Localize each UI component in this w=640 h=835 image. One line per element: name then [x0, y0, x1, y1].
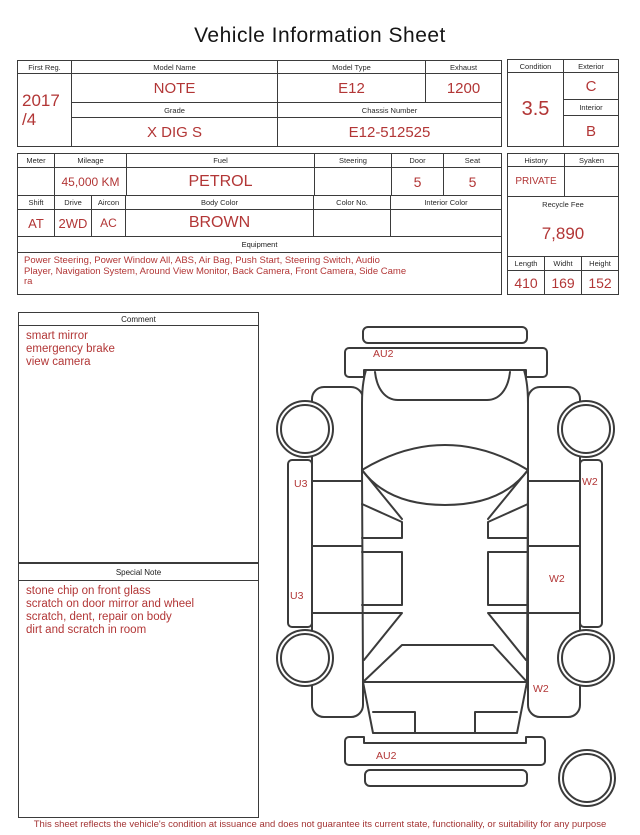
car-diagram	[260, 308, 640, 830]
model-type-label: Model Type	[278, 61, 426, 74]
chassis-number-label: Chassis Number	[278, 103, 501, 118]
comment-label: Comment	[19, 313, 258, 326]
meter-label: Meter	[18, 154, 55, 168]
damage-label-rear-bumper: AU2	[376, 750, 397, 762]
special-note-label: Special Note	[19, 564, 258, 581]
equipment-line-2: Player, Navigation System, Around View Monitor, Back Camera, Front Camera, Side Came	[24, 265, 407, 277]
color-no-label: Color No.	[314, 196, 391, 210]
grade-value: X DIG S	[72, 118, 278, 146]
first-reg-label: First Reg.	[18, 61, 72, 74]
comment-box	[18, 312, 259, 563]
spare-wheel	[559, 750, 615, 806]
recycle-fee-label: Recycle Fee	[542, 199, 584, 209]
mileage-value: 45,000 KM	[55, 168, 127, 196]
mileage-label: Mileage	[55, 154, 127, 168]
syaken-label: Syaken	[565, 154, 618, 167]
height-label: Height	[582, 257, 618, 271]
damage-label-front-bumper: AU2	[373, 348, 394, 360]
interior-value: B	[585, 122, 596, 140]
shift-label: Shift	[18, 196, 55, 210]
front-right-wheel	[558, 401, 614, 457]
interior-color-value	[391, 210, 501, 237]
width-label: Widht	[545, 257, 582, 271]
recycle-fee-value: 7,890	[508, 211, 618, 257]
first-reg-year: 2017	[22, 91, 60, 110]
exhaust-label: Exhaust	[426, 61, 501, 74]
length-value: 410	[508, 271, 545, 294]
exterior-value: C	[564, 73, 618, 100]
comment-line-3: view camera	[26, 356, 91, 368]
door-value: 5	[392, 168, 444, 196]
width-value: 169	[545, 271, 582, 294]
special-note-line-1: stone chip on front glass	[26, 585, 151, 597]
comment-text	[19, 326, 258, 373]
rear-right-wheel	[558, 630, 614, 686]
door-label: Door	[392, 154, 444, 168]
special-note-line-4: dirt and scratch in room	[26, 624, 147, 636]
vehicle-identity-table	[17, 60, 502, 147]
special-note-line-2: scratch on door mirror and wheel	[26, 598, 195, 610]
seat-value: 5	[444, 168, 501, 196]
first-reg-month: /4	[22, 110, 37, 129]
rear-strip	[365, 770, 527, 786]
meter-value	[18, 168, 55, 196]
height-value: 152	[588, 274, 612, 291]
equipment-text	[18, 253, 501, 291]
history-table	[507, 153, 619, 295]
damage-label-left-sill-upper: U3	[294, 478, 308, 490]
front-strip	[363, 327, 527, 343]
aircon-label: Aircon	[92, 196, 126, 210]
condition-value: 3.5	[508, 73, 564, 146]
drive-label: Drive	[55, 196, 92, 210]
front-left-wheel	[277, 401, 333, 457]
condition-table	[507, 59, 619, 147]
damage-label-right-sill-upper: W2	[582, 476, 598, 488]
special-note-text	[19, 581, 258, 641]
exterior-label: Exterior	[564, 60, 618, 73]
syaken-value	[565, 167, 618, 197]
model-name-label: Model Name	[72, 61, 278, 74]
comment-line-1: smart mirror	[26, 330, 88, 342]
history-label: History	[508, 154, 565, 167]
equipment-line-1: Power Steering, Power Window All, ABS, Air Bag, Push Start, Steering Switch, Audio	[24, 255, 380, 266]
steering-value	[315, 168, 392, 196]
rear-left-wheel	[277, 630, 333, 686]
model-name-value: NOTE	[72, 74, 278, 103]
color-no-value	[314, 210, 391, 237]
length-label: Length	[508, 257, 545, 271]
interior-label: Interior	[564, 100, 618, 116]
rear-bumper	[345, 737, 545, 765]
fuel-value: PETROL	[127, 168, 315, 196]
equipment-line-3: ra	[24, 276, 33, 287]
condition-label: Condition	[508, 60, 564, 73]
page-title: Vehicle Information Sheet	[194, 24, 446, 47]
special-note-line-3: scratch, dent, repair on body	[26, 611, 172, 623]
aircon-value: AC	[92, 210, 126, 237]
first-reg-value	[18, 74, 72, 146]
body-color-label: Body Color	[126, 196, 314, 210]
fuel-label: Fuel	[127, 154, 315, 168]
disclaimer-text: This sheet reflects the vehicle's condition at issuance and does not guarantee its current state, functionality, or suitability for any purpose	[33, 819, 607, 830]
damage-label-right-quarter: W2	[533, 683, 549, 695]
model-type-value: E12	[278, 74, 426, 103]
exhaust-value: 1200	[426, 74, 501, 103]
seat-label: Seat	[444, 154, 501, 168]
steering-label: Steering	[315, 154, 392, 168]
vehicle-spec-table	[17, 153, 502, 295]
chassis-number-value: E12-512525	[348, 123, 431, 141]
history-value: PRIVATE	[508, 167, 565, 197]
drive-value: 2WD	[55, 210, 92, 237]
comment-line-2: emergency brake	[26, 343, 115, 355]
special-note-box	[18, 563, 259, 818]
damage-label-right-door: W2	[549, 573, 565, 585]
interior-color-label: Interior Color	[391, 196, 501, 210]
body-color-value: BROWN	[126, 210, 314, 237]
shift-value: AT	[18, 210, 55, 237]
grade-label: Grade	[72, 103, 278, 118]
equipment-label: Equipment	[18, 237, 501, 253]
damage-label-left-sill-lower: U3	[290, 590, 304, 602]
